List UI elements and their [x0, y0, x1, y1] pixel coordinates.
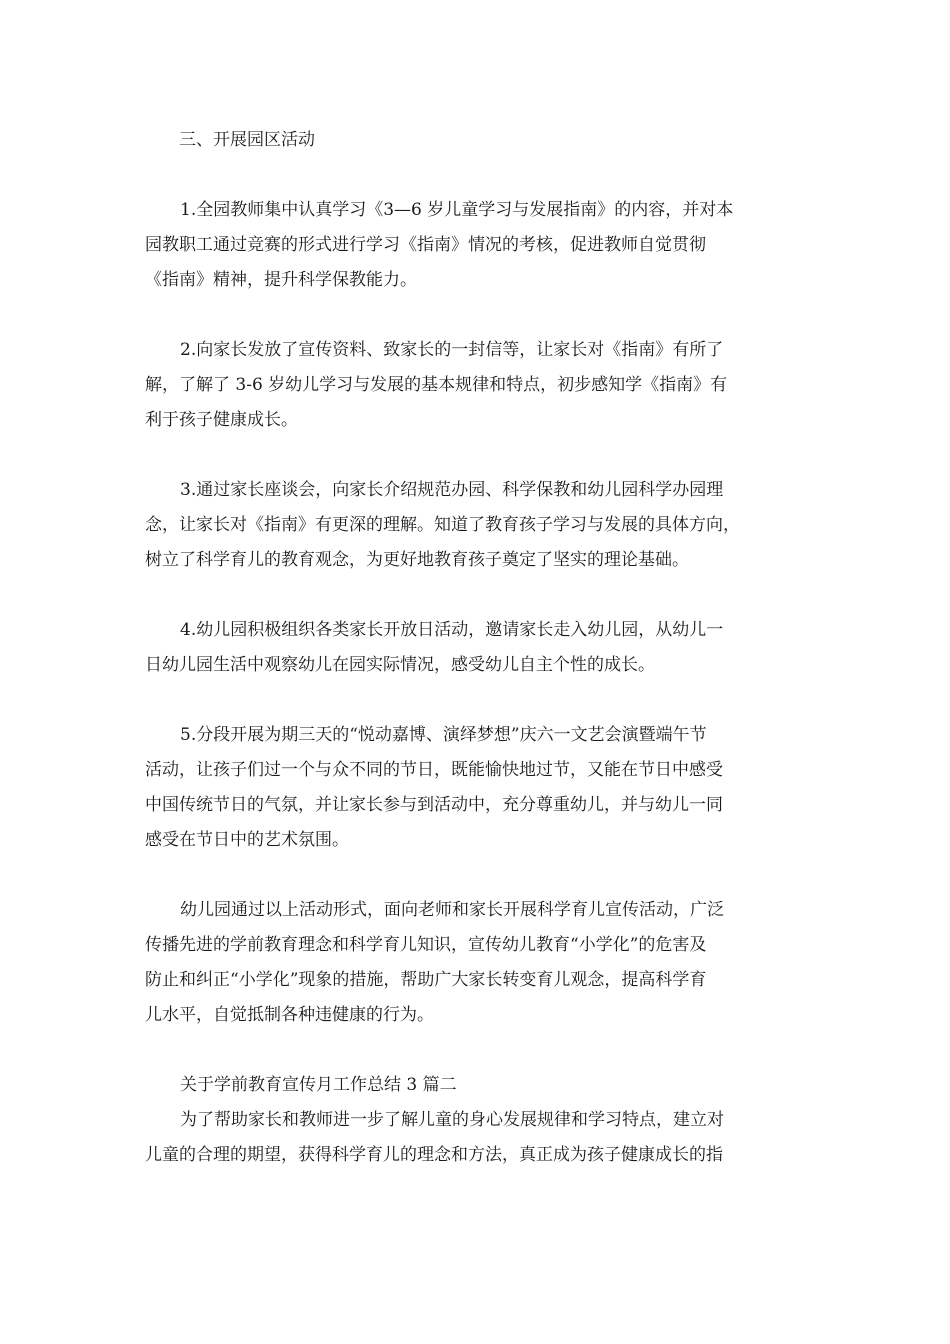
paragraph-line: 2.向家长发放了宣传资料、致家长的一封信等，让家长对《指南》有所了	[180, 340, 724, 360]
paragraph-5	[145, 718, 810, 858]
paragraph-summary	[145, 893, 810, 1033]
second-article-paragraph	[145, 1103, 810, 1173]
paragraph-line: 活动，让孩子们过一个与众不同的节日，既能愉快地过节，又能在节日中感受	[145, 760, 723, 780]
paragraph-2	[145, 333, 810, 438]
paragraph-line: 日幼儿园生活中观察幼儿在园实际情况，感受幼儿自主个性的成长。	[145, 655, 655, 675]
paragraph-line: 园教职工通过竞赛的形式进行学习《指南》情况的考核，促进教师自觉贯彻	[145, 235, 706, 255]
paragraph-line: 树立了科学育儿的教育观念，为更好地教育孩子奠定了坚实的理论基础。	[145, 550, 689, 570]
second-article-title: 关于学前教育宣传月工作总结 3 篇二	[180, 1075, 457, 1095]
paragraph-line: 幼儿园通过以上活动形式，面向老师和家长开展科学育儿宣传活动，广泛	[180, 900, 724, 920]
paragraph-line: 念，让家长对《指南》有更深的理解。知道了教育孩子学习与发展的具体方向，	[145, 515, 740, 535]
paragraph-line: 4.幼儿园积极组织各类家长开放日活动，邀请家长走入幼儿园，从幼儿一	[180, 620, 724, 640]
paragraph-line: 中国传统节日的气氛，并让家长参与到活动中，充分尊重幼儿，并与幼儿一同	[145, 795, 723, 815]
paragraph-3	[145, 473, 810, 578]
paragraph-line: 《指南》精神，提升科学保教能力。	[145, 270, 417, 290]
paragraph-line: 防止和纠正“小学化”现象的措施，帮助广大家长转变育儿观念，提高科学育	[145, 970, 707, 990]
paragraph-1	[145, 193, 810, 298]
paragraph-line: 儿童的合理的期望，获得科学育儿的理念和方法，真正成为孩子健康成长的指	[145, 1145, 723, 1165]
paragraph-line: 1.全园教师集中认真学习《3—6 岁儿童学习与发展指南》的内容，并对本	[180, 200, 734, 220]
paragraph-line: 感受在节日中的艺术氛围。	[145, 830, 349, 850]
paragraph-line: 儿水平，自觉抵制各种违健康的行为。	[145, 1005, 434, 1025]
paragraph-line: 利于孩子健康成长。	[145, 410, 298, 430]
section-heading: 三、开展园区活动	[179, 130, 315, 150]
paragraph-line: 5.分段开展为期三天的“悦动嘉博、演绎梦想”庆六一文艺会演暨端午节	[180, 725, 707, 745]
paragraph-line: 为了帮助家长和教师进一步了解儿童的身心发展规律和学习特点，建立对	[180, 1110, 724, 1130]
paragraph-4	[145, 613, 810, 683]
paragraph-line: 3.通过家长座谈会，向家长介绍规范办园、科学保教和幼儿园科学办园理	[180, 480, 724, 500]
paragraph-line: 解，了解了 3-6 岁幼儿学习与发展的基本规律和特点，初步感知学《指南》有	[145, 375, 728, 395]
paragraph-line: 传播先进的学前教育理念和科学育儿知识，宣传幼儿教育“小学化”的危害及	[145, 935, 707, 955]
